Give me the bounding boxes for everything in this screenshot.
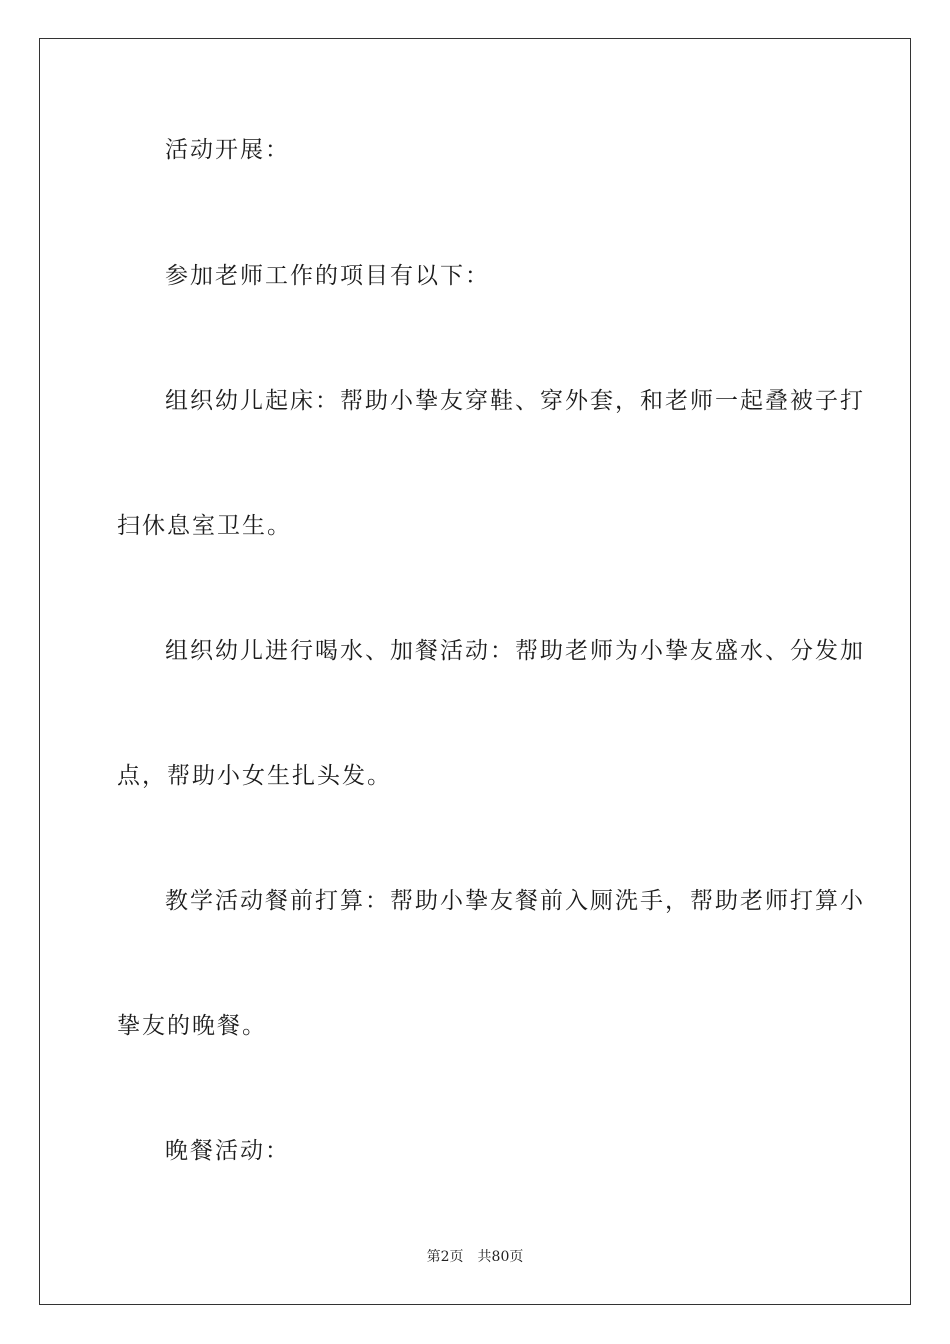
text-line: 参加老师工作的项目有以下： [165, 263, 490, 289]
text-line: 扫休息室卫生。 [117, 513, 292, 539]
text-line: 晚餐活动： [165, 1138, 290, 1164]
page-total: 共80页 [477, 1249, 524, 1265]
text-line: 挚友的晚餐。 [117, 1013, 267, 1039]
text-line: 教学活动餐前打算：帮助小挚友餐前入厕洗手，帮助老师打算小 [165, 888, 865, 914]
text-line: 组织幼儿起床：帮助小挚友穿鞋、穿外套，和老师一起叠被子打 [165, 388, 865, 414]
page-frame [39, 38, 911, 1305]
page-footer [40, 1248, 910, 1266]
text-line: 活动开展： [165, 137, 290, 163]
text-line: 点，帮助小女生扎头发。 [117, 763, 392, 789]
text-line: 组织幼儿进行喝水、加餐活动：帮助老师为小挚友盛水、分发加 [165, 638, 865, 664]
page-number: 第2页 [426, 1249, 464, 1265]
